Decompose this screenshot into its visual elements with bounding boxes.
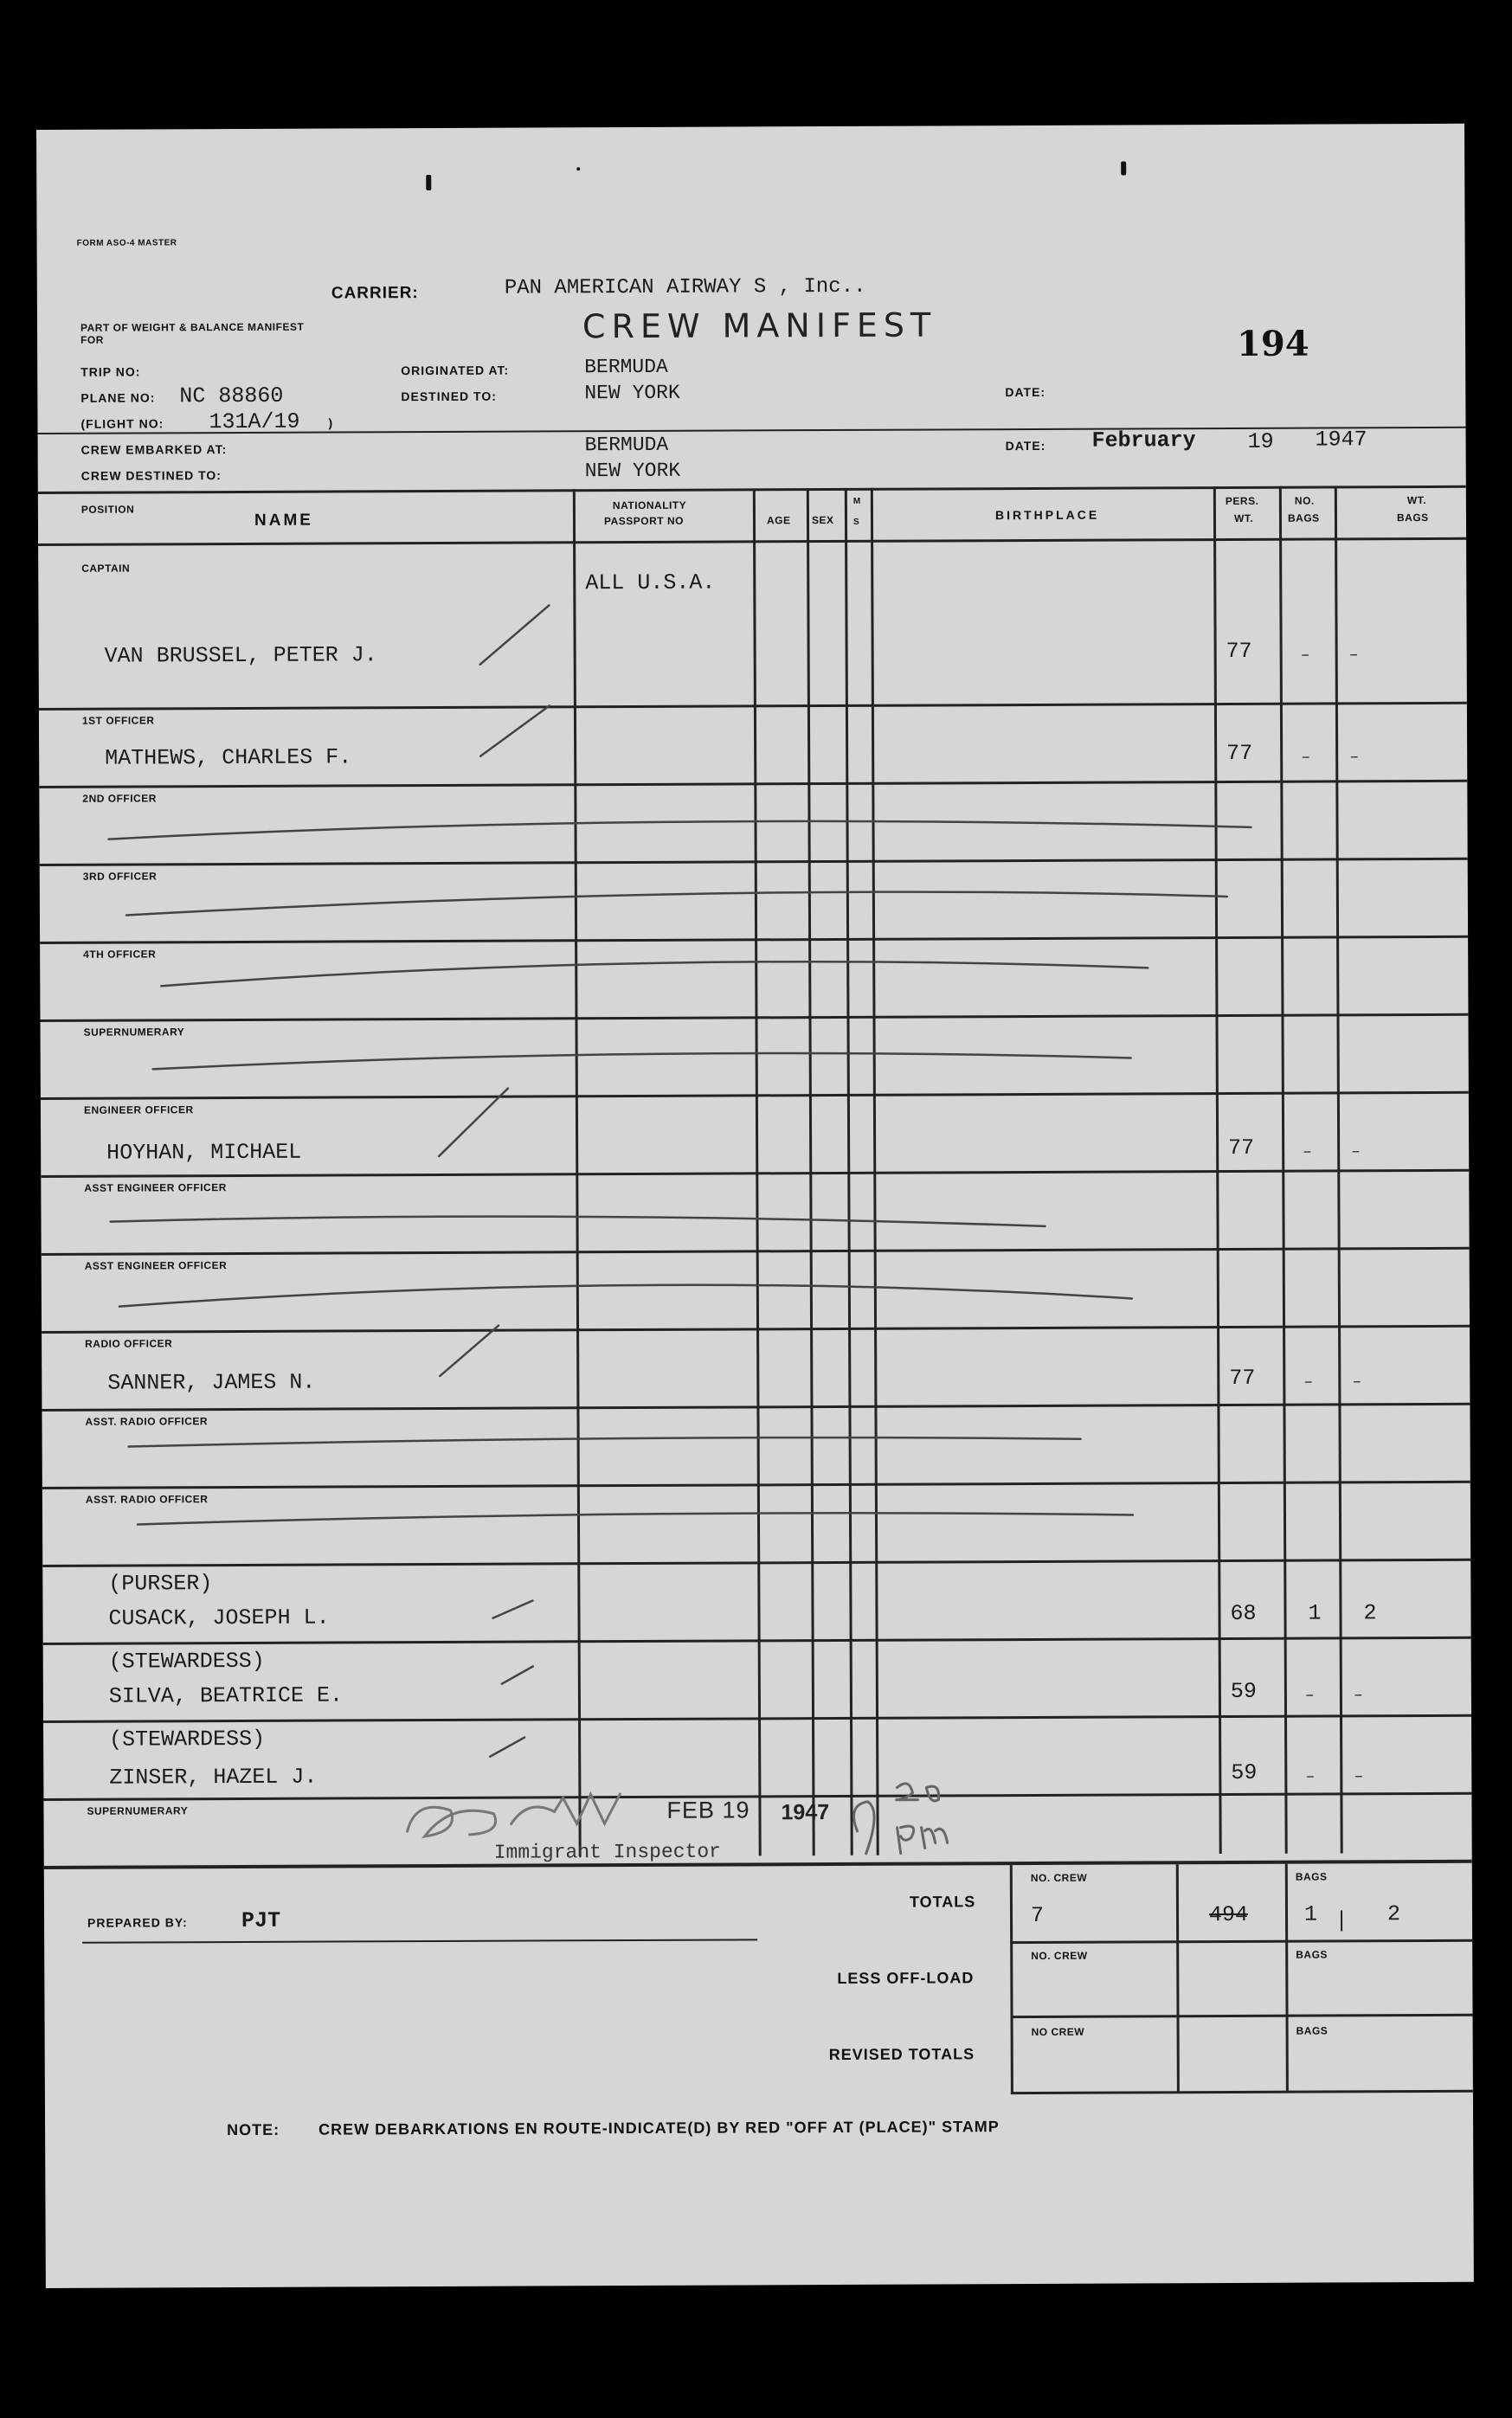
col-birthplace: BIRTHPLACE [994,507,1100,523]
check-mark-captain [479,605,549,664]
radio-officer-weight: 77 [1229,1365,1256,1391]
captain-bagwt-dash: ‒ [1348,646,1359,665]
strike-line-supernumerary [153,1051,1131,1069]
engineer-bagwt-dash: ‒ [1351,1143,1361,1161]
col-name: NAME [254,511,313,530]
crew-destined-label: CREW DESTINED TO: [80,468,222,483]
captain-label: CAPTAIN [81,562,131,575]
col-passport: PASSPORT NO [603,514,684,528]
totals-weight-value: 494 [1208,1901,1249,1928]
stewardess1-role: (STEWARDESS) [108,1648,265,1675]
strike-line-asst-radio-1 [129,1437,1081,1447]
stewardess1-bagwt-dash: ‒ [1353,1687,1363,1705]
engineer-officer-label: ENGINEER OFFICER [83,1103,194,1116]
carrier-label: CARRIER: [331,284,419,303]
purser-role: (PURSER) [108,1571,213,1597]
less-offload-label: LESS OFF-LOAD [837,1969,975,1987]
crew-destined-value: NEW YORK [584,459,681,483]
originated-value: BERMUDA [584,355,668,379]
third-officer-label: 3RD OFFICER [82,870,158,883]
stewardess2-bags-dash: ‒ [1305,1768,1316,1786]
supernumerary-label: SUPERNUMERARY [83,1026,185,1039]
plane-value: NC 88860 [179,383,284,409]
asst-engineer-label-2: ASST ENGINEER OFFICER [84,1259,228,1272]
page-title: CREW MANIFEST [582,305,937,346]
flight-close: ) [328,415,334,430]
col-sex: SEX [811,513,834,527]
col-wt: WT. [1406,493,1427,507]
totals-bags-value: 1 [1303,1901,1318,1927]
check-mark-purser [492,1601,532,1618]
stewardess1-bags-dash: ‒ [1304,1687,1315,1705]
engineer-officer-weight: 77 [1228,1135,1255,1161]
col-nationality: NATIONALITY [612,498,687,512]
manifest-number: 194 [1236,323,1309,364]
plane-label: PLANE NO: [80,390,156,405]
col-wt-bags: BAGS [1396,511,1429,524]
date-label: DATE: [1005,384,1046,400]
col-pers-wt: WT. [1233,511,1254,524]
first-officer-weight: 77 [1226,740,1253,767]
purser-bags: 1 [1308,1600,1322,1626]
time-annotation [853,1784,947,1854]
stewardess2-role: (STEWARDESS) [109,1726,266,1752]
radio-bags-dash: ‒ [1303,1373,1314,1392]
radio-officer-name: SANNER, JAMES N. [107,1369,316,1396]
check-mark-engineer [439,1089,508,1156]
captain-bags-dash: ‒ [1300,646,1310,665]
date2-month: February [1091,428,1196,453]
first-officer-name: MATHEWS, CHARLES F. [105,744,352,771]
date2-year: 1947 [1315,427,1367,453]
check-mark-first-officer [480,705,550,756]
embarked-label: CREW EMBARKED AT: [80,442,228,457]
engineer-officer-name: HOYHAN, MICHAEL [106,1139,302,1166]
destined-value: NEW YORK [584,381,680,405]
strike-line-asst-engineer-2 [119,1283,1132,1306]
first-officer-bagwt-dash: ‒ [1349,749,1360,767]
nationality-all: ALL U.S.A. [585,569,716,596]
check-mark-radio [440,1326,499,1376]
date2-label: DATE: [1005,438,1046,453]
asst-radio-label-1: ASST. RADIO OFFICER [85,1415,209,1428]
note-text: CREW DEBARKATIONS EN ROUTE-INDICATE(D) BY RED "OFF AT (PLACE)" STAMP [318,2118,1000,2138]
second-officer-label: 2ND OFFICER [82,792,157,805]
date2-day: 19 [1247,428,1274,454]
part-of-label: PART OF WEIGHT & BALANCE MANIFEST FOR [80,320,305,346]
radio-officer-label: RADIO OFFICER [85,1337,173,1350]
stamp-date: FEB 19 [666,1797,750,1823]
stewardess1-weight: 59 [1230,1678,1257,1704]
revised-no-crew-label: NO CREW [1031,2025,1085,2039]
strike-line-2nd-officer [109,820,1251,839]
punch-marks [426,162,1126,191]
col-no-bags: BAGS [1287,511,1320,524]
strike-line-4th-officer [161,960,1148,986]
revised-totals-label: REVISED TOTALS [828,2045,975,2064]
prepared-value: PJT [241,1907,281,1933]
col-no: NO. [1294,494,1315,507]
col-ms-m: M [853,496,861,506]
check-mark-stewardess-1 [502,1667,533,1684]
purser-weight: 68 [1230,1600,1257,1626]
purser-name: CUSACK, JOSEPH L. [108,1604,330,1631]
strike-line-3rd-officer [126,891,1227,916]
offload-no-crew-label: NO. CREW [1031,1949,1088,1963]
trip-label: TRIP NO: [80,364,141,379]
carrier-value: PAN AMERICAN AIRWAY S , Inc.. [504,274,866,300]
col-age: AGE [766,514,791,527]
flight-label: (FLIGHT NO: [80,416,164,431]
stewardess2-bagwt-dash: ‒ [1354,1768,1364,1786]
radio-bagwt-dash: ‒ [1352,1373,1362,1392]
stewardess2-weight: 59 [1231,1759,1258,1785]
col-position: POSITION [80,503,135,516]
col-pers: PERS. [1225,494,1259,508]
note-label: NOTE: [227,2120,280,2139]
stewardess2-name: ZINSER, HAZEL J. [109,1764,318,1791]
form-number: FORM ASO-4 MASTER [76,238,177,248]
asst-radio-label-2: ASST. RADIO OFFICER [85,1493,209,1506]
stamp-inspector: Immigrant Inspector [493,1840,721,1864]
inspector-signature [407,1794,620,1836]
purser-bag-weight: 2 [1363,1600,1377,1626]
strike-line-asst-radio-2 [138,1512,1133,1525]
engineer-bags-dash: ‒ [1303,1143,1313,1161]
originated-label: ORIGINATED AT: [401,363,510,378]
totals-bag-weight-value: 2 [1387,1901,1401,1927]
totals-label: TOTALS [909,1893,976,1911]
first-officer-bags-dash: ‒ [1301,749,1311,767]
col-ms-s: S [853,517,860,527]
strike-line-asst-engineer-1 [110,1214,1045,1231]
crew-manifest-sheet [36,124,1474,2288]
supernumerary-label-2: SUPERNUMERARY [87,1804,189,1817]
totals-no-crew-label: NO. CREW [1030,1871,1088,1885]
embarked-value: BERMUDA [584,433,669,457]
first-officer-label: 1ST OFFICER [81,714,155,727]
prepared-label: PREPARED BY: [87,1915,188,1930]
captain-weight: 77 [1226,638,1252,665]
offload-bags-label: BAGS [1296,1948,1328,1961]
stamp-year: 1947 [781,1800,830,1825]
flight-value: 131A/19 [209,408,300,435]
revised-bags-label: BAGS [1296,2024,1329,2037]
totals-bags-label: BAGS [1295,1870,1328,1883]
asst-engineer-label-1: ASST ENGINEER OFFICER [84,1181,227,1194]
handwriting-layer [36,124,1474,2288]
fourth-officer-label: 4TH OFFICER [83,948,157,961]
check-mark-stewardess-2 [490,1738,524,1757]
captain-name: VAN BRUSSEL, PETER J. [104,642,377,669]
totals-crew-value: 7 [1030,1902,1045,1929]
stewardess1-name: SILVA, BEATRICE E. [108,1682,344,1709]
destined-label: DESTINED TO: [401,389,497,404]
